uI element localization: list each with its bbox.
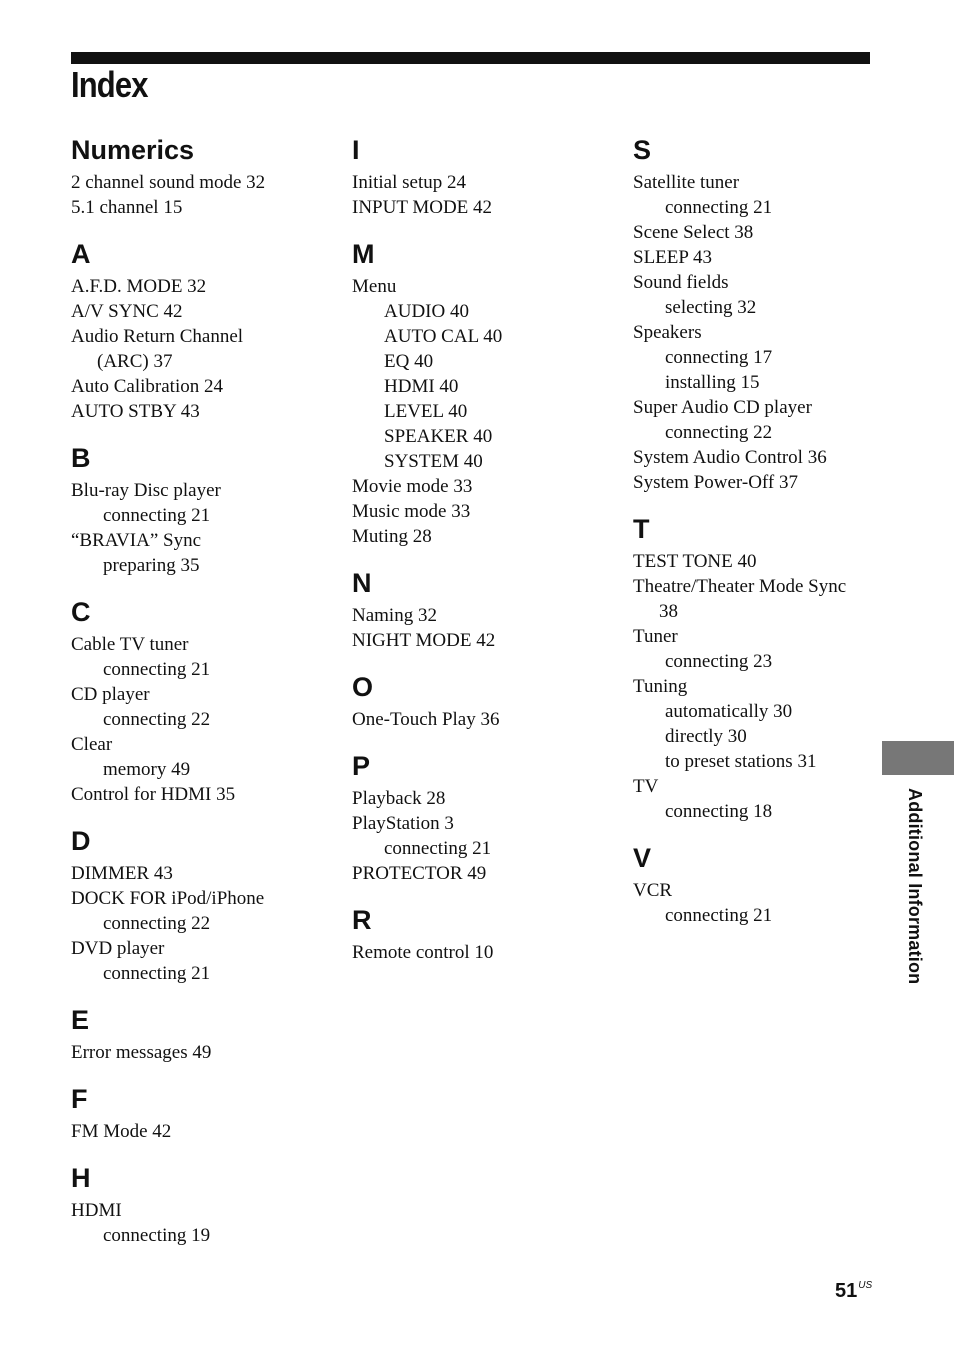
index-section [633, 838, 903, 928]
index-entry: Sound fields [633, 272, 729, 293]
index-entry: Error messages 49 [71, 1042, 212, 1063]
index-entry: Auto Calibration 24 [71, 376, 223, 397]
index-entry: Speakers [633, 322, 702, 343]
index-subentry: SYSTEM 40 [384, 451, 483, 472]
index-entry: System Audio Control 36 [633, 447, 827, 468]
section-heading: O [352, 672, 374, 702]
section-heading: M [352, 239, 375, 269]
index-entry: 38 [659, 601, 678, 622]
index-subentry: connecting 21 [103, 505, 211, 526]
index-entry: Initial setup 24 [352, 172, 466, 193]
index-section [352, 563, 622, 653]
index-entry: 2 channel sound mode 32 [71, 172, 266, 193]
index-entry: HDMI [71, 1200, 122, 1221]
index-entry: Tuner [633, 626, 678, 647]
section-heading: V [633, 843, 652, 873]
index-subentry: connecting 21 [103, 659, 211, 680]
index-subentry: preparing 35 [103, 555, 200, 576]
section-heading: T [633, 514, 650, 544]
index-entry: Blu-ray Disc player [71, 480, 221, 501]
index-subentry: AUDIO 40 [384, 301, 469, 322]
index-entry: AUTO STBY 43 [71, 401, 200, 422]
index-subentry: connecting 17 [665, 347, 773, 368]
index-section [71, 234, 341, 424]
index-subentry: AUTO CAL 40 [384, 326, 503, 347]
page-number [835, 1280, 872, 1303]
top-rule [71, 52, 870, 64]
index-section [71, 130, 341, 220]
section-heading: N [352, 568, 372, 598]
index-entry: DOCK FOR iPod/iPhone [71, 888, 265, 909]
index-entry: DVD player [71, 938, 165, 959]
section-heading: R [352, 905, 372, 935]
index-entry: Muting 28 [352, 526, 432, 547]
index-section [633, 509, 903, 824]
index-section [352, 746, 622, 886]
index-entry: Clear [71, 734, 113, 755]
section-heading: Numerics [71, 135, 195, 165]
index-entry: TV [633, 776, 659, 797]
index-entry: PROTECTOR 49 [352, 863, 487, 884]
index-subentry: connecting 19 [103, 1225, 211, 1246]
index-section [71, 1079, 341, 1144]
index-entry: Movie mode 33 [352, 476, 473, 497]
section-heading: F [71, 1084, 88, 1114]
index-entry: Menu [352, 276, 397, 297]
index-section [633, 130, 903, 495]
index-section [71, 1158, 341, 1248]
index-subentry: HDMI 40 [384, 376, 459, 397]
index-entry: 5.1 channel 15 [71, 197, 183, 218]
index-entry: “BRAVIA” Sync [71, 530, 202, 551]
page-title: Index [71, 64, 148, 105]
index-entry: Super Audio CD player [633, 397, 812, 418]
section-tab-marker [882, 741, 954, 775]
index-entry: PlayStation 3 [352, 813, 454, 834]
section-heading: P [352, 751, 371, 781]
index-column-1 [71, 128, 341, 1262]
index-entry: Audio Return Channel [71, 326, 244, 347]
section-heading: I [352, 135, 360, 165]
index-entry: DIMMER 43 [71, 863, 173, 884]
index-subentry: connecting 18 [665, 801, 773, 822]
section-heading: E [71, 1005, 90, 1035]
index-section [71, 438, 341, 578]
index-entry: One-Touch Play 36 [352, 709, 500, 730]
index-entry: NIGHT MODE 42 [352, 630, 496, 651]
index-entry: SLEEP 43 [633, 247, 712, 268]
section-heading: D [71, 826, 91, 856]
index-entry: VCR [633, 880, 673, 901]
index-entry: Control for HDMI 35 [71, 784, 236, 805]
index-subentry: connecting 21 [103, 963, 211, 984]
index-entry: TEST TONE 40 [633, 551, 757, 572]
index-column-2 [352, 128, 622, 979]
section-tab-label: Additional Information [905, 788, 925, 985]
index-subentry: automatically 30 [665, 701, 793, 722]
index-section [71, 821, 341, 986]
index-column-3 [633, 128, 903, 942]
index-subentry: connecting 22 [103, 709, 211, 730]
page-number-value: 51 [835, 1280, 858, 1302]
index-subentry: connecting 21 [384, 838, 492, 859]
index-subentry: selecting 32 [665, 297, 757, 318]
index-entry: Naming 32 [352, 605, 437, 626]
index-subentry: connecting 22 [103, 913, 211, 934]
page-number-suffix: US [858, 1280, 873, 1291]
index-subentry: SPEAKER 40 [384, 426, 493, 447]
section-heading: H [71, 1163, 91, 1193]
index-subentry: EQ 40 [384, 351, 434, 372]
index-entry: Scene Select 38 [633, 222, 754, 243]
index-subentry: connecting 21 [665, 197, 773, 218]
index-section [71, 592, 341, 807]
index-entry: Satellite tuner [633, 172, 740, 193]
index-subentry: memory 49 [103, 759, 191, 780]
index-section [71, 1000, 341, 1065]
index-entry: (ARC) 37 [97, 351, 173, 372]
index-entry: Tuning [633, 676, 688, 697]
index-entry: Playback 28 [352, 788, 446, 809]
index-section [352, 667, 622, 732]
index-subentry: connecting 21 [665, 905, 773, 926]
section-heading: B [71, 443, 91, 473]
index-subentry: LEVEL 40 [384, 401, 468, 422]
index-entry: CD player [71, 684, 150, 705]
index-section [352, 130, 622, 220]
index-section [352, 234, 622, 549]
index-entry: Music mode 33 [352, 501, 471, 522]
index-entry: Cable TV tuner [71, 634, 189, 655]
index-subentry: to preset stations 31 [665, 751, 817, 772]
index-subentry: installing 15 [665, 372, 760, 393]
index-entry: INPUT MODE 42 [352, 197, 493, 218]
index-subentry: directly 30 [665, 726, 747, 747]
index-entry: System Power-Off 37 [633, 472, 798, 493]
index-section [352, 900, 622, 965]
section-heading: A [71, 239, 91, 269]
section-heading: C [71, 597, 91, 627]
index-entry: Theatre/Theater Mode Sync [633, 576, 847, 597]
index-entry: A.F.D. MODE 32 [71, 276, 207, 297]
index-entry: Remote control 10 [352, 942, 494, 963]
index-entry: A/V SYNC 42 [71, 301, 183, 322]
index-subentry: connecting 22 [665, 422, 773, 443]
section-heading: S [633, 135, 652, 165]
index-subentry: connecting 23 [665, 651, 773, 672]
index-entry: FM Mode 42 [71, 1121, 172, 1142]
